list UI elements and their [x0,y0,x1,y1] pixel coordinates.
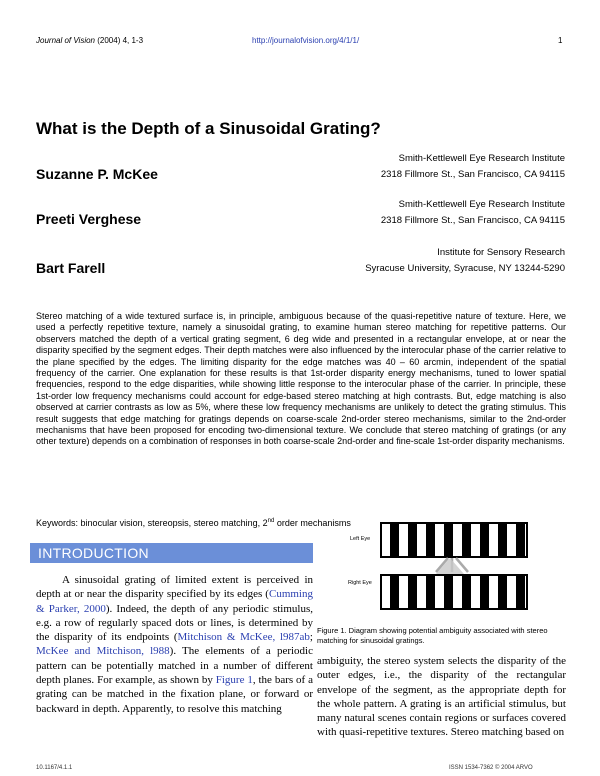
affiliation-line-1: Institute for Sensory Research [437,247,565,258]
right-eye-grating [381,575,527,609]
keywords [36,518,351,528]
intro-text: , the bars of a grating can be matched in the fixation plane, or forward or backward in depth. Apparently, to resolve this matching [36,674,313,715]
left-eye-grating [381,523,527,557]
citation-link[interactable]: McKee and Mitchison, l988 [36,645,170,658]
intro-paragraph-continued: ambiguity, the stereo system selects the disparity of the outer edges, i.e., the disparity of the rectangular envelope of the segment, as the appropriate depth for the whole pattern. A grating is an artificial stimulus, but many natural scenes contain regions or surfaces covered with quasi-repetitive textures. Stereo matching based on [317,655,566,739]
matching-arrows [436,558,468,574]
author-affiliation [381,151,565,183]
doi-footer: 10.1167/4.1.1 [36,765,73,771]
journal-header [36,36,143,45]
journal-name: Journal of Vision [36,36,95,45]
paper-title: What is the Depth of a Sinusoidal Grating? [36,119,381,138]
section-heading-bar [30,543,313,563]
journal-url-link[interactable]: http://journalofvision.org/4/1/1/ [252,36,360,45]
keywords-label: Keywords: [36,518,79,528]
section-heading: INTRODUCTION [38,545,149,561]
intro-text: A sinusoidal grating of limited extent is perceived in depth at or near the disparity specified by its edges ( [36,574,313,601]
keywords-superscript: nd [267,518,275,524]
affiliation-line-2: Syracuse University, Syracuse, NY 13244-5290 [365,263,565,274]
intro-text: ). The elements of a periodic pattern can be potentially matched in a number of different depth planes. For example, as shown by [36,645,313,687]
author-name: Suzanne P. McKee [36,166,158,182]
right-eye-label: Right Eye [348,580,372,586]
author-name: Bart Farell [36,260,106,276]
figure-link[interactable]: Figure 1 [215,674,253,687]
keywords-text-end: order mechanisms [274,518,351,528]
affiliation-line-2: 2318 Fillmore St., San Francisco, CA 94115 [380,169,565,180]
affiliation-line-1: Smith-Kettlewell Eye Research Institute [398,199,565,210]
abstract: Stereo matching of a wide textured surface is, in principle, ambiguous because of the quasi-repetitive nature of texture. Here, we used a perfectly repetitive texture, namely a sinusoidal grating, to examine human stereo matching for repetitive patterns. Our observers matched the depth of a vertical grating segment, 6 deg wide and presented in a rectangular envelope, at or near the disparity specified by the segment edges. Their depth matches were also influenced by the interocular phase of the carrier relative to the plane specified by the edges. The limiting disparity for the edge matches was 40 – 60 arcmin, independent of the spatial frequency of the carrier. One explanation for these results is that 1st-order disparity energy mechanisms, tuned to lower spatial frequencies, respond to the edge disparities, while showing little response to the interocular phase of the carrier. In principle, these 1st-order low frequency mechanisms could account for edge-based stereo matching at high contrasts. But, edge matching is also observed at carrier contrasts as low as 5%, where these low frequency mechanisms are unlikely to detect the grating stimulus. This result suggests that edge matching for gratings depends on coarse-scale 2nd-order stereo mechanisms, similar to the 2nd-order mechanisms that have been proposed for encoding two-dimensional texture. We conclude that stereo matching of gratings (or any other texture) depends on a combination of responses in both coarse-scale 2nd-order and fine-scale 1st-order disparity mechanisms. [36,311,566,447]
intro-text: ). Indeed, the depth of any periodic stimulus, e.g. a row of regularly spaced dots or lines, is determined by the disparity of its endpoints ( [36,602,313,644]
citation-separator: ; [309,631,313,644]
page-number: 1 [558,36,563,45]
grating-diagram [380,520,530,612]
citation-link[interactable]: Cumming & Parker, 2000 [36,588,313,615]
affiliation-line-2: 2318 Fillmore St., San Francisco, CA 94115 [380,215,565,226]
left-eye-label: Left Eye [350,536,371,542]
issn-footer: ISSN 1534-7362 © 2004 ARVO [449,765,533,771]
intro-paragraph [36,573,313,716]
figure-caption: Figure 1. Diagram showing potential ambiguity associated with stereo matching for sinusoidal gratings. [317,626,548,645]
journal-volume: (2004) 4, 1-3 [97,36,144,45]
author-name: Preeti Verghese [36,211,142,227]
author-affiliation [365,245,565,277]
affiliation-line-1: Smith-Kettlewell Eye Research Institute [398,153,565,164]
keywords-text: binocular vision, stereopsis, stereo matching, 2 [80,518,268,528]
author-affiliation [381,197,565,229]
citation-link[interactable]: Mitchison & McKee, l987ab [177,631,310,644]
